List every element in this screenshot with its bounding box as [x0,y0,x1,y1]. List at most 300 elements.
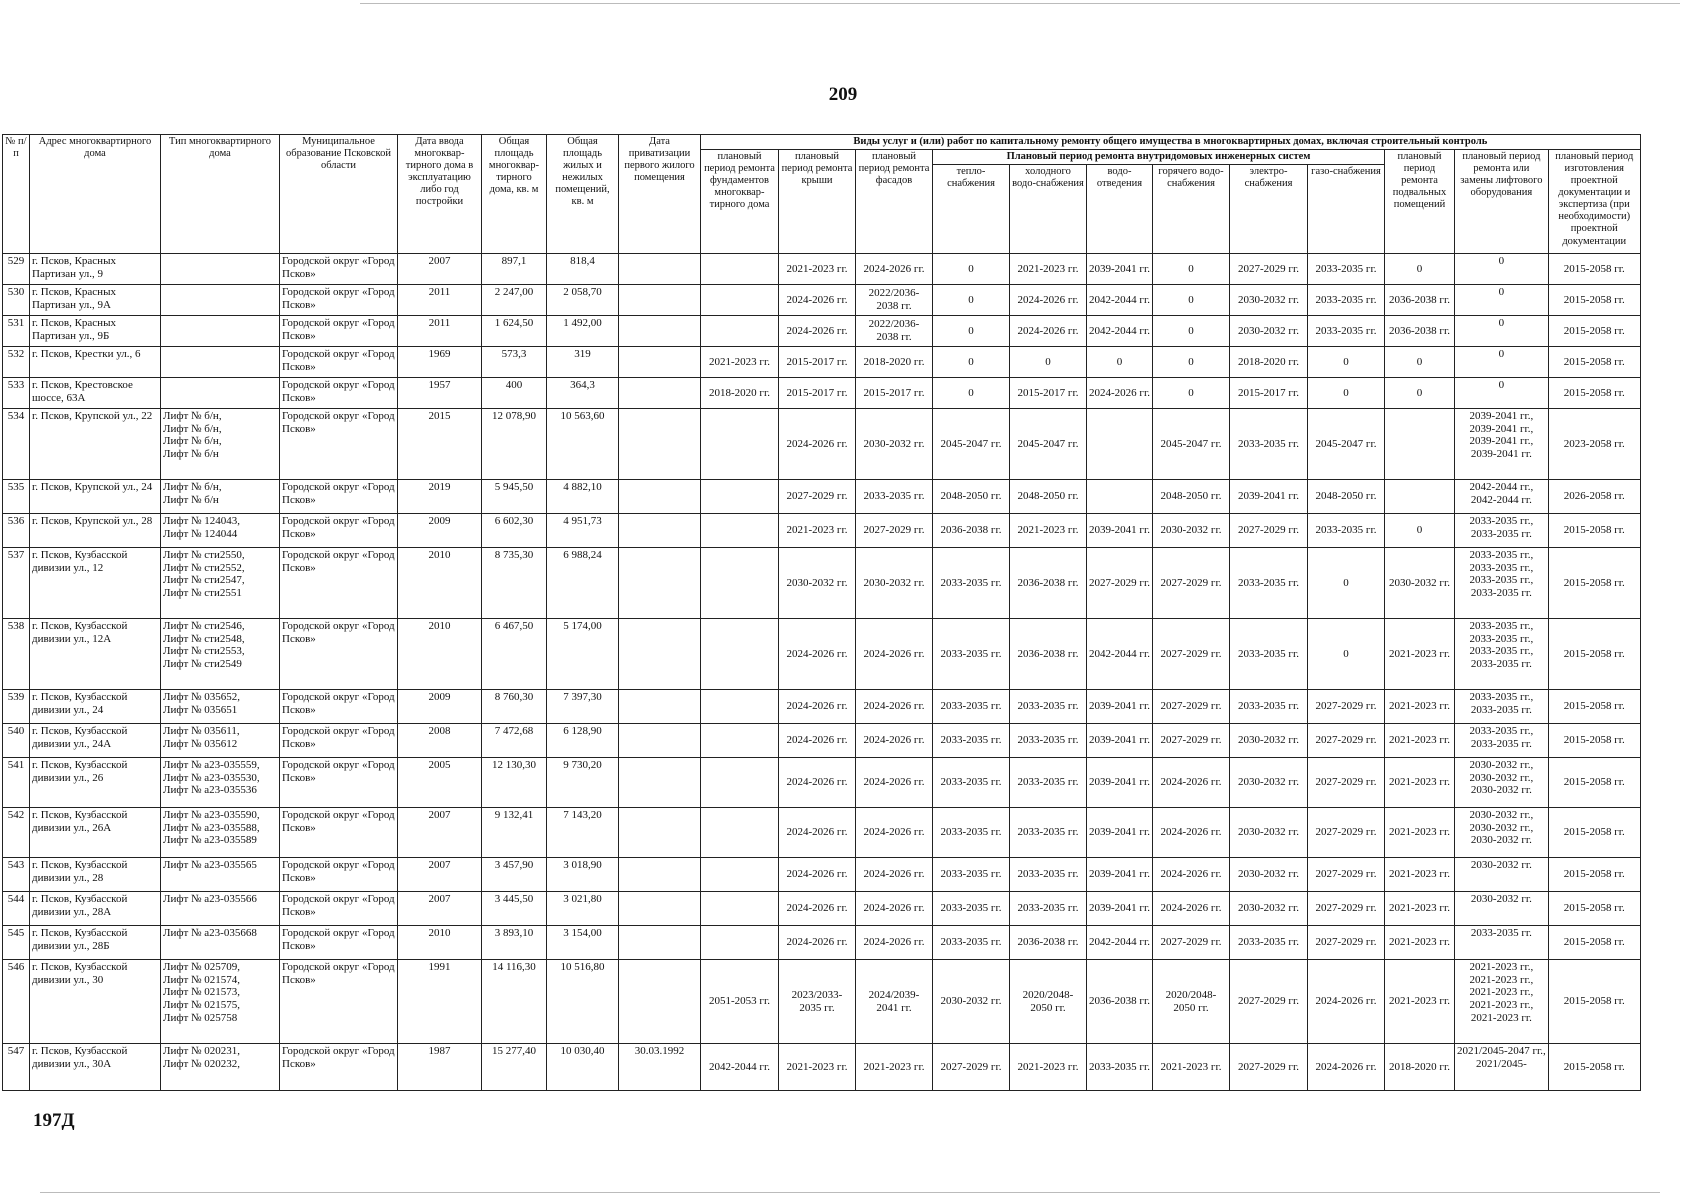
facade-period: 2024-2026 гг. [856,926,933,960]
facade-period: 2030-2032 гг. [856,409,933,480]
heat-period: 2033-2035 гг. [933,892,1010,926]
privatization-date [619,548,701,619]
elevator-period-line: 2039-2041 гг. [1470,448,1532,461]
page-number: 209 [828,84,858,105]
address: г. Псков, Кузбасской дивизии ул., 30 [30,960,161,1044]
hot-water-period: 0 [1153,347,1230,378]
roof-period: 2024-2026 гг. [779,758,856,808]
row-num: 546 [3,960,30,1044]
facade-period: 2027-2029 гг. [856,514,933,548]
municipality: Городской округ «Город Псков» [280,619,398,690]
privatization-date [619,808,701,858]
table-row [3,514,1641,548]
cold-water-period: 2021-2023 гг. [1010,1044,1087,1091]
gas-period: 2048-2050 гг. [1308,480,1385,514]
design-period: 2015-2058 гг. [1548,619,1640,690]
house-type [161,480,280,514]
sewer-period: 2042-2044 гг. [1087,619,1153,690]
gas-period: 2033-2035 гг. [1308,316,1385,347]
elevator-period-line: 2033-2035 гг. [1470,587,1532,600]
roof-period: 2024-2026 гг. [779,858,856,892]
header-commission-date: Дата ввода многоквар-тирного дома в эксплуатацию либо год постройки [398,135,482,254]
cold-water-period: 2033-2035 гг. [1010,724,1087,758]
municipality: Городской округ «Город Псков» [280,254,398,285]
privatization-date [619,285,701,316]
row-num: 547 [3,1044,30,1091]
address: г. Псков, Кузбасской дивизии ул., 28 [30,858,161,892]
header-eng-group: Плановый период ремонта внутридомовых инженерных систем [933,150,1385,165]
address: г. Псков, Кузбасской дивизии ул., 24А [30,724,161,758]
row-num: 537 [3,548,30,619]
sewer-period: 2042-2044 гг. [1087,316,1153,347]
foundation-period: 2018-2020 гг. [701,378,779,409]
hot-water-period: 2045-2047 гг. [1153,409,1230,480]
elevator-id-line: Лифт № сти2549 [163,658,242,671]
header-hot-water: горячего водо-снабжения [1153,165,1230,254]
basement-period: 2021-2023 гг. [1385,892,1455,926]
cold-water-period: 2021-2023 гг. [1010,254,1087,285]
row-num: 533 [3,378,30,409]
basement-period: 2018-2020 гг. [1385,1044,1455,1091]
elevator-id-line: Лифт № б/н [163,493,219,506]
heat-period: 2033-2035 гг. [933,724,1010,758]
elevator-id-line: Лифт № 035651 [163,703,238,716]
facade-period: 2018-2020 гг. [856,347,933,378]
living-area: 3 154,00 [547,926,619,960]
commission-date: 2007 [398,858,482,892]
electric-period: 2030-2032 гг. [1230,285,1308,316]
living-area: 10 563,60 [547,409,619,480]
header-num: № п/п [3,135,30,254]
design-period: 2015-2058 гг. [1548,758,1640,808]
hot-water-period: 2024-2026 гг. [1153,858,1230,892]
privatization-date: 30.03.1992 [619,1044,701,1091]
municipality: Городской округ «Город Псков» [280,378,398,409]
foundation-period [701,619,779,690]
elevator-period-line: 2030-2032 гг. [1470,784,1532,797]
facade-period: 2024-2026 гг. [856,758,933,808]
heat-period: 2036-2038 гг. [933,514,1010,548]
address: г. Псков, Красных Партизан ул., 9А [30,285,161,316]
foundation-period: 2051-2053 гг. [701,960,779,1044]
hot-water-period: 2024-2026 гг. [1153,758,1230,808]
roof-period: 2024-2026 гг. [779,285,856,316]
heat-period: 2048-2050 гг. [933,480,1010,514]
address: г. Псков, Кузбасской дивизии ул., 26А [30,808,161,858]
foundation-period [701,858,779,892]
facade-period: 2024-2026 гг. [856,690,933,724]
total-area: 3 457,90 [482,858,547,892]
roof-period: 2024-2026 гг. [779,690,856,724]
elevator-id-line: Лифт № 035611, [163,725,240,738]
house-type [161,548,280,619]
sewer-period: 0 [1087,347,1153,378]
elevator-period [1455,690,1549,724]
roof-period: 2021-2023 гг. [779,514,856,548]
cold-water-period: 2024-2026 гг. [1010,285,1087,316]
elevator-id-line: Лифт № б/н [163,448,219,461]
electric-period: 2039-2041 гг. [1230,480,1308,514]
elevator-id-line: Лифт № 021574, [163,973,241,986]
table-row [3,480,1641,514]
total-area: 573,3 [482,347,547,378]
elevator-period-line: 0 [1498,317,1505,330]
foundation-period [701,926,779,960]
house-type [161,378,280,409]
heat-period: 2033-2035 гг. [933,690,1010,724]
elevator-id-line: Лифт № 021573, [163,986,241,999]
roof-period: 2015-2017 гг. [779,378,856,409]
house-type [161,960,280,1044]
table-row [3,409,1641,480]
municipality: Городской округ «Город Псков» [280,514,398,548]
gas-period: 0 [1308,378,1385,409]
table-row [3,892,1641,926]
commission-date: 2007 [398,892,482,926]
table-row [3,858,1641,892]
sewer-period: 2039-2041 гг. [1087,724,1153,758]
elevator-period [1455,480,1549,514]
house-type [161,409,280,480]
hot-water-period: 2027-2029 гг. [1153,619,1230,690]
table-row [3,316,1641,347]
living-area: 4 882,10 [547,480,619,514]
total-area: 3 445,50 [482,892,547,926]
facade-period: 2024-2026 гг. [856,892,933,926]
design-period: 2015-2058 гг. [1548,316,1640,347]
design-period: 2015-2058 гг. [1548,690,1640,724]
elevator-id-line: Лифт № 035612 [163,737,238,750]
elevator-period [1455,960,1549,1044]
living-area: 7 397,30 [547,690,619,724]
sewer-period: 2039-2041 гг. [1087,892,1153,926]
address: г. Псков, Кузбасской дивизии ул., 24 [30,690,161,724]
gas-period: 0 [1308,548,1385,619]
header-works-group: Виды услуг и (или) работ по капитальному ремонту общего имущества в многоквартирных домах, включая строительный контроль [701,135,1641,150]
roof-period: 2027-2029 гг. [779,480,856,514]
roof-period: 2024-2026 гг. [779,619,856,690]
elevator-period-line: 2033-2035 гг., [1469,549,1534,562]
sewer-period [1087,409,1153,480]
basement-period: 2021-2023 гг. [1385,926,1455,960]
roof-period: 2024-2026 гг. [779,409,856,480]
table-row [3,619,1641,690]
design-period: 2015-2058 гг. [1548,926,1640,960]
sewer-period: 2042-2044 гг. [1087,285,1153,316]
privatization-date [619,892,701,926]
hot-water-period: 2027-2029 гг. [1153,926,1230,960]
elevator-period [1455,514,1549,548]
elevator-id-line: Лифт № 020231, [163,1045,241,1058]
basement-period [1385,409,1455,480]
row-num: 535 [3,480,30,514]
electric-period: 2033-2035 гг. [1230,926,1308,960]
elevator-period [1455,724,1549,758]
header-roof: плановый период ремонта крыши [779,150,856,254]
electric-period: 2033-2035 гг. [1230,548,1308,619]
gas-period: 2027-2029 гг. [1308,892,1385,926]
elevator-period-line: 2033-2035 гг., [1469,645,1534,658]
elevator-period-line: 2042-2044 гг. [1470,493,1532,506]
elevator-period [1455,378,1549,409]
electric-period: 2030-2032 гг. [1230,892,1308,926]
elevator-id-line: Лифт № а23-035565 [163,859,257,872]
elevator-period-line: 0 [1498,348,1505,361]
table-row [3,1044,1641,1091]
elevator-period [1455,548,1549,619]
sewer-period: 2039-2041 гг. [1087,690,1153,724]
hot-water-period: 2048-2050 гг. [1153,480,1230,514]
municipality: Городской округ «Город Псков» [280,548,398,619]
header-living-area: Общая площадь жилых и нежилых помещений, кв. м [547,135,619,254]
elevator-period-line: 2033-2035 гг. [1470,703,1532,716]
municipality: Городской округ «Город Псков» [280,960,398,1044]
gas-period: 2027-2029 гг. [1308,926,1385,960]
row-num: 544 [3,892,30,926]
address: г. Псков, Кузбасской дивизии ул., 30А [30,1044,161,1091]
table-row [3,378,1641,409]
house-type [161,926,280,960]
facade-period: 2024/2039-2041 гг. [856,960,933,1044]
basement-period: 2021-2023 гг. [1385,858,1455,892]
header-cold-water: холодного водо-снабжения [1010,165,1087,254]
cold-water-period: 2033-2035 гг. [1010,808,1087,858]
municipality: Городской округ «Город Псков» [280,724,398,758]
municipality: Городской округ «Город Псков» [280,316,398,347]
privatization-date [619,758,701,808]
commission-date: 2019 [398,480,482,514]
scan-noise-bottom [40,1192,1660,1193]
commission-date: 2011 [398,316,482,347]
privatization-date [619,960,701,1044]
row-num: 543 [3,858,30,892]
electric-period: 2030-2032 гг. [1230,858,1308,892]
electric-period: 2030-2032 гг. [1230,808,1308,858]
privatization-date [619,858,701,892]
elevator-id-line: Лифт № а23-035668 [163,927,257,940]
elevator-period-line: 2033-2035 гг. [1470,927,1532,940]
row-num: 532 [3,347,30,378]
elevator-period-line: 2021-2023 гг., [1469,986,1534,999]
total-area: 2 247,00 [482,285,547,316]
elevator-id-line: Лифт № сти2548, [163,632,245,645]
privatization-date [619,316,701,347]
basement-period: 2036-2038 гг. [1385,285,1455,316]
basement-period: 0 [1385,254,1455,285]
facade-period: 2022/2036-2038 гг. [856,285,933,316]
capital-repair-table [2,134,1641,1091]
address: г. Псков, Кузбасской дивизии ул., 12А [30,619,161,690]
address: г. Псков, Красных Партизан ул., 9 [30,254,161,285]
roof-period: 2030-2032 гг. [779,548,856,619]
house-type [161,758,280,808]
facade-period: 2030-2032 гг. [856,548,933,619]
commission-date: 1969 [398,347,482,378]
house-type [161,514,280,548]
electric-period: 2027-2029 гг. [1230,1044,1308,1091]
living-area: 364,3 [547,378,619,409]
basement-period: 2036-2038 гг. [1385,316,1455,347]
gas-period: 2027-2029 гг. [1308,724,1385,758]
municipality: Городской округ «Город Псков» [280,1044,398,1091]
heat-period: 0 [933,254,1010,285]
municipality: Городской округ «Город Псков» [280,758,398,808]
table-row [3,285,1641,316]
elevator-id-line: Лифт № 025709, [163,961,241,974]
living-area: 6 988,24 [547,548,619,619]
foundation-period [701,724,779,758]
heat-period: 2033-2035 гг. [933,858,1010,892]
electric-period: 2033-2035 гг. [1230,409,1308,480]
heat-period: 2033-2035 гг. [933,619,1010,690]
header-municipality: Муниципальное образование Псковской области [280,135,398,254]
gas-period: 2027-2029 гг. [1308,758,1385,808]
header-basement: плановый период ремонта подвальных помещений [1385,150,1455,254]
commission-date: 1991 [398,960,482,1044]
elevator-period-line: 2033-2035 гг., [1469,574,1534,587]
total-area: 15 277,40 [482,1044,547,1091]
heat-period: 2033-2035 гг. [933,548,1010,619]
living-area: 818,4 [547,254,619,285]
basement-period: 2021-2023 гг. [1385,960,1455,1044]
sewer-period: 2036-2038 гг. [1087,960,1153,1044]
gas-period: 0 [1308,619,1385,690]
heat-period: 2033-2035 гг. [933,808,1010,858]
living-area: 5 174,00 [547,619,619,690]
basement-period: 2021-2023 гг. [1385,724,1455,758]
total-area: 6 467,50 [482,619,547,690]
elevator-period [1455,254,1549,285]
hot-water-period: 2027-2029 гг. [1153,724,1230,758]
hot-water-period: 0 [1153,378,1230,409]
total-area: 9 132,41 [482,808,547,858]
electric-period: 2027-2029 гг. [1230,960,1308,1044]
foundation-period [701,548,779,619]
row-num: 538 [3,619,30,690]
elevator-period [1455,858,1549,892]
elevator-id-line: Лифт № а23-035589 [163,834,257,847]
commission-date: 2011 [398,285,482,316]
foundation-period [701,892,779,926]
header-elevator: плановый период ремонта или замены лифтового оборудования [1455,150,1549,254]
foundation-period [701,285,779,316]
gas-period: 2033-2035 гг. [1308,254,1385,285]
house-type [161,254,280,285]
facade-period: 2015-2017 гг. [856,378,933,409]
gas-period: 2027-2029 гг. [1308,858,1385,892]
roof-period: 2015-2017 гг. [779,347,856,378]
municipality: Городской округ «Город Псков» [280,808,398,858]
gas-period: 2033-2035 гг. [1308,514,1385,548]
sewer-period: 2039-2041 гг. [1087,254,1153,285]
gas-period: 2045-2047 гг. [1308,409,1385,480]
elevator-id-line: Лифт № а23-035590, [163,809,260,822]
hot-water-period: 2024-2026 гг. [1153,892,1230,926]
commission-date: 2007 [398,808,482,858]
facade-period: 2021-2023 гг. [856,1044,933,1091]
table-header [3,135,1641,254]
elevator-id-line: Лифт № а23-035530, [163,771,260,784]
elevator-period [1455,347,1549,378]
table-row [3,758,1641,808]
total-area: 400 [482,378,547,409]
table-row [3,347,1641,378]
foundation-period [701,316,779,347]
privatization-date [619,514,701,548]
header-design: плановый период изготовления проектной документации и экспертиза (при необходимости) проектной документации [1548,150,1640,254]
heat-period: 0 [933,347,1010,378]
row-num: 540 [3,724,30,758]
elevator-period-line: 2033-2035 гг., [1469,561,1534,574]
row-num: 539 [3,690,30,724]
privatization-date [619,409,701,480]
gas-period: 0 [1308,347,1385,378]
electric-period: 2033-2035 гг. [1230,690,1308,724]
basement-period [1385,480,1455,514]
facade-period: 2024-2026 гг. [856,808,933,858]
house-type [161,690,280,724]
design-period: 2015-2058 гг. [1548,378,1640,409]
design-period: 2015-2058 гг. [1548,960,1640,1044]
elevator-id-line: Лифт № сти2547, [163,574,245,587]
basement-period: 2021-2023 гг. [1385,690,1455,724]
design-period: 2026-2058 гг. [1548,480,1640,514]
foundation-period [701,808,779,858]
total-area: 14 116,30 [482,960,547,1044]
commission-date: 2009 [398,514,482,548]
heat-period: 2033-2035 гг. [933,926,1010,960]
heat-period: 2027-2029 гг. [933,1044,1010,1091]
cold-water-period: 0 [1010,347,1087,378]
cold-water-period: 2015-2017 гг. [1010,378,1087,409]
header-house-type: Тип многоквартирного дома [161,135,280,254]
electric-period: 2027-2029 гг. [1230,254,1308,285]
design-period: 2015-2058 гг. [1548,892,1640,926]
municipality: Городской округ «Город Псков» [280,285,398,316]
elevator-period-line: 2030-2032 гг. [1470,893,1532,906]
table-row [3,960,1641,1044]
address: г. Псков, Крестки ул., 6 [30,347,161,378]
commission-date: 2005 [398,758,482,808]
elevator-id-line: Лифт № сти2553, [163,645,245,658]
elevator-period [1455,926,1549,960]
basement-period: 2021-2023 гг. [1385,619,1455,690]
privatization-date [619,378,701,409]
house-type [161,347,280,378]
sewer-period: 2039-2041 гг. [1087,808,1153,858]
elevator-period-line: 0 [1498,286,1505,299]
electric-period: 2018-2020 гг. [1230,347,1308,378]
elevator-id-line: Лифт № сти2552, [163,561,245,574]
facade-period: 2024-2026 гг. [856,724,933,758]
electric-period: 2030-2032 гг. [1230,724,1308,758]
cold-water-period: 2036-2038 гг. [1010,619,1087,690]
header-heat: тепло-снабжения [933,165,1010,254]
elevator-period-line: 2030-2032 гг., [1469,759,1534,772]
scan-noise-top [360,3,1680,4]
cold-water-period: 2033-2035 гг. [1010,758,1087,808]
living-area: 10 030,40 [547,1044,619,1091]
commission-date: 2010 [398,548,482,619]
elevator-period-line: 2021-2023 гг., [1469,999,1534,1012]
row-num: 529 [3,254,30,285]
foundation-period [701,514,779,548]
address: г. Псков, Крупской ул., 28 [30,514,161,548]
total-area: 1 624,50 [482,316,547,347]
house-type [161,892,280,926]
house-type [161,808,280,858]
elevator-period-line: 2030-2032 гг. [1470,834,1532,847]
